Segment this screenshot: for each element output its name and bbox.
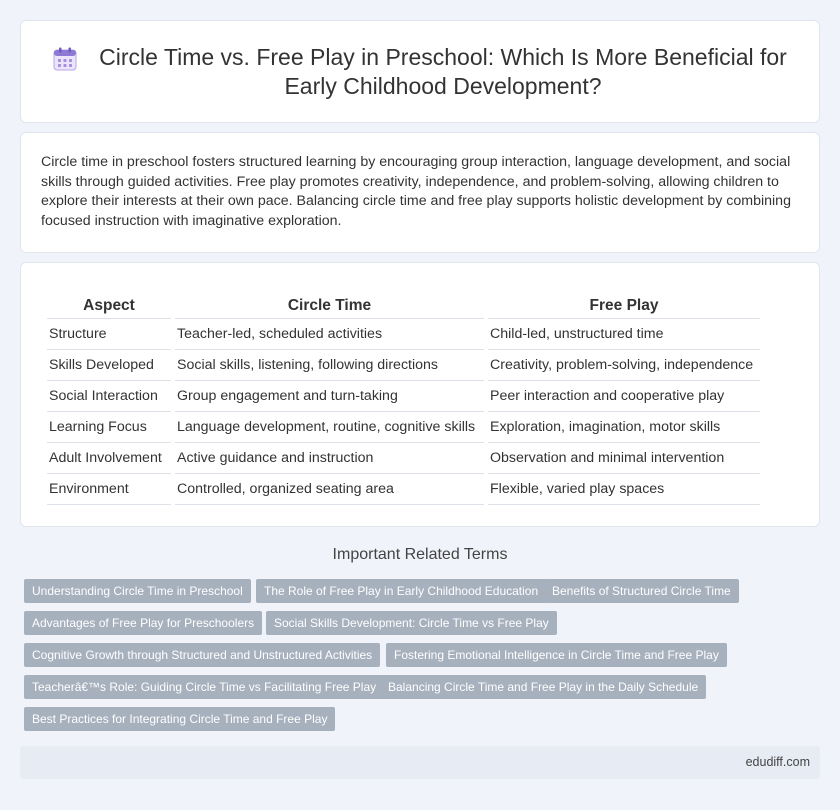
- related-term-tag[interactable]: Best Practices for Integrating Circle Time and Free Play: [24, 707, 335, 731]
- related-term-tag[interactable]: Balancing Circle Time and Free Play in the Daily Schedule: [380, 675, 706, 699]
- related-term-tag[interactable]: Fostering Emotional Intelligence in Circle Time and Free Play: [386, 643, 727, 667]
- related-term-tag[interactable]: Benefits of Structured Circle Time: [544, 579, 739, 603]
- comparison-card: [20, 262, 820, 527]
- footer: [20, 746, 820, 779]
- table-cell: Peer interaction and cooperative play: [488, 381, 760, 412]
- table-cell: Exploration, imagination, motor skills: [488, 412, 760, 443]
- related-terms-heading: Important Related Terms: [332, 546, 508, 563]
- table-cell: Observation and minimal intervention: [488, 443, 760, 474]
- related-term-tag[interactable]: Advantages of Free Play for Preschoolers: [24, 611, 262, 635]
- table-cell: Skills Developed: [47, 350, 171, 381]
- table-cell: Learning Focus: [47, 412, 171, 443]
- table-cell: Social Interaction: [47, 381, 171, 412]
- table-cell: Environment: [47, 474, 171, 505]
- table-cell: Social skills, listening, following directions: [175, 350, 484, 381]
- title-card: [20, 20, 820, 123]
- table-row: [47, 474, 760, 505]
- table-cell: Controlled, organized seating area: [175, 474, 484, 505]
- table-row: [47, 319, 760, 350]
- column-header-free-play: Free Play: [488, 293, 760, 319]
- calendar-icon: [52, 46, 78, 72]
- comparison-table: [43, 293, 764, 505]
- related-term-tag[interactable]: Cognitive Growth through Structured and Unstructured Activities: [24, 643, 380, 667]
- related-term-tag[interactable]: Teacherâ€™s Role: Guiding Circle Time vs Facilitating Free Play: [24, 675, 384, 699]
- table-cell: Group engagement and turn-taking: [175, 381, 484, 412]
- related-term-tag[interactable]: Social Skills Development: Circle Time vs Free Play: [266, 611, 557, 635]
- table-row: [47, 443, 760, 474]
- title-row: [21, 21, 819, 122]
- intro-card: [20, 132, 820, 253]
- table-row: [47, 412, 760, 443]
- table-cell: Child-led, unstructured time: [488, 319, 760, 350]
- site-link[interactable]: edudiff.com: [745, 755, 810, 769]
- table-cell: Flexible, varied play spaces: [488, 474, 760, 505]
- table-cell: Teacher-led, scheduled activities: [175, 319, 484, 350]
- column-header-circle-time: Circle Time: [175, 293, 484, 319]
- table-header-row: [47, 293, 760, 319]
- table-cell: Adult Involvement: [47, 443, 171, 474]
- table-cell: Creativity, problem-solving, independence: [488, 350, 760, 381]
- table-cell: Structure: [47, 319, 171, 350]
- table-cell: Active guidance and instruction: [175, 443, 484, 474]
- column-header-aspect: Aspect: [47, 293, 171, 319]
- related-term-tag[interactable]: The Role of Free Play in Early Childhood Education: [256, 579, 546, 603]
- table-cell: Language development, routine, cognitive skills: [175, 412, 484, 443]
- table-row: [47, 381, 760, 412]
- table-row: [47, 350, 760, 381]
- page-title: Circle Time vs. Free Play in Preschool: Which Is More Beneficial for Early Childhood Development?: [99, 43, 787, 99]
- intro-text: Circle time in preschool fosters structured learning by encouraging group interaction, language development, and social skills through guided activities. Free play promotes creativity, independence, and problem-solving, allowing children to explore their interests at their own pace. Balancing circle time and free play supports holistic development by combining focused instruction with imaginative exploration.: [41, 154, 791, 229]
- related-term-tag[interactable]: Understanding Circle Time in Preschool: [24, 579, 251, 603]
